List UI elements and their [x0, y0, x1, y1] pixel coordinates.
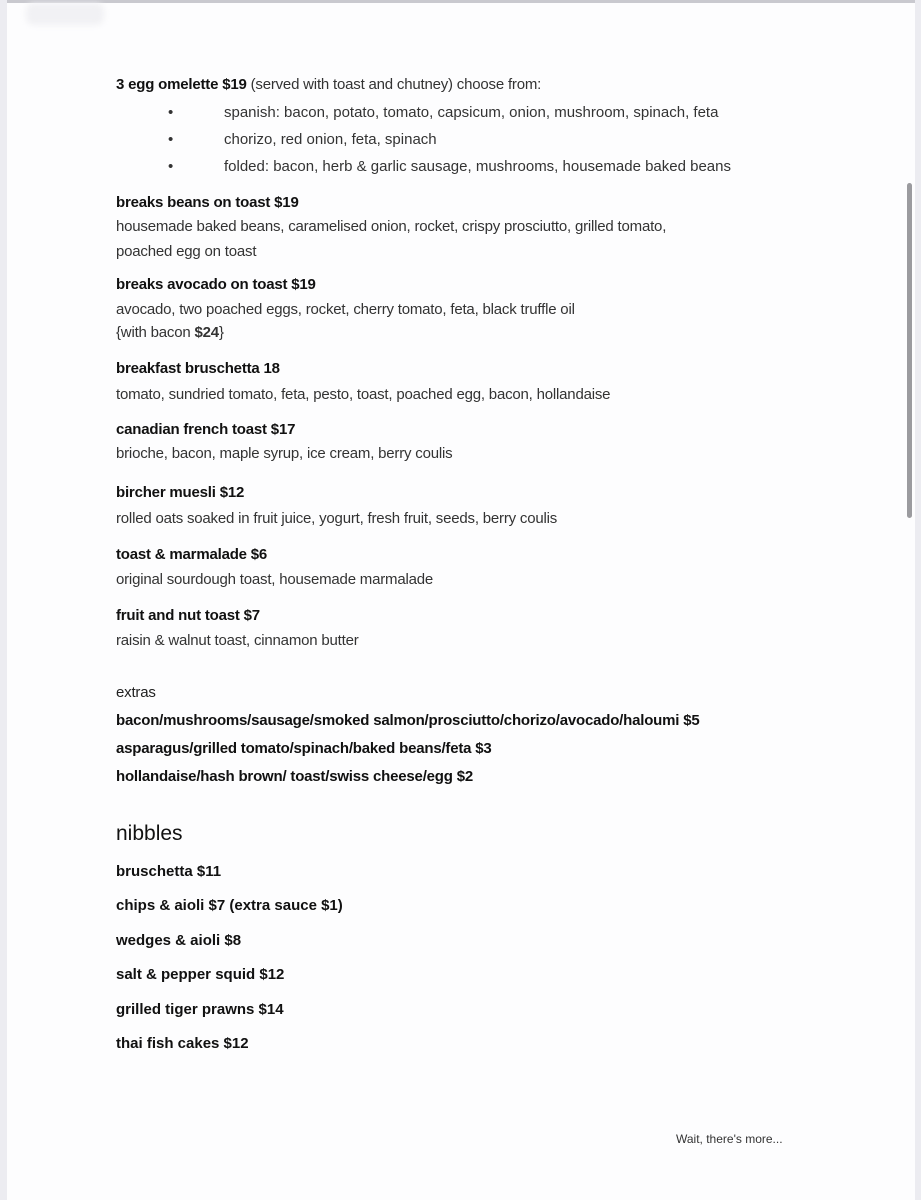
menu-item-desc: avocado, two poached eggs, rocket, cherry tomato, feta, black truffle oil	[116, 301, 575, 318]
menu-item-desc: tomato, sundried tomato, feta, pesto, toast, poached egg, bacon, hollandaise	[116, 386, 611, 403]
extras-heading: extras	[116, 684, 156, 701]
extra-price: $24	[194, 324, 219, 341]
bullet-icon: •	[168, 104, 174, 121]
blurred-header-remnant	[26, 3, 104, 25]
nibble-item: thai fish cakes $12	[116, 1035, 249, 1052]
menu-item-desc: original sourdough toast, housemade marmalade	[116, 571, 434, 588]
left-border	[0, 0, 7, 1200]
option-text: chorizo, red onion, feta, spinach	[224, 131, 437, 148]
menu-item-omelette	[116, 76, 541, 94]
menu-item-note: (served with toast and chutney) choose from:	[250, 76, 542, 93]
extras-line: asparagus/grilled tomato/spinach/baked beans/feta $3	[116, 740, 492, 757]
extras-line: hollandaise/hash brown/ toast/swiss cheese/egg $2	[116, 768, 473, 785]
option-text: spanish: bacon, potato, tomato, capsicum, onion, mushroom, spinach, feta	[224, 104, 719, 121]
scrollbar-thumb[interactable]	[907, 183, 912, 518]
bullet-icon: •	[168, 131, 174, 148]
menu-item-title: 3 egg omelette $19	[116, 76, 247, 93]
more-note: Wait, there's more...	[676, 1132, 783, 1146]
nibbles-heading: nibbles	[116, 822, 183, 845]
menu-item-title: toast & marmalade $6	[116, 546, 268, 563]
extra-suffix: }	[218, 324, 224, 341]
window-top-border	[0, 0, 921, 3]
omelette-option	[168, 158, 731, 176]
nibble-item: bruschetta $11	[116, 863, 222, 880]
extras-line: bacon/mushrooms/sausage/smoked salmon/prosciutto/chorizo/avocado/haloumi $5	[116, 712, 700, 729]
bullet-icon: •	[168, 158, 174, 175]
nibble-item: chips & aioli $7 (extra sauce $1)	[116, 897, 343, 914]
extra-prefix: {with bacon	[116, 324, 195, 341]
nibble-item: wedges & aioli $8	[116, 932, 242, 949]
menu-item-title: breakfast bruschetta 18	[116, 360, 280, 377]
menu-item-title: breaks beans on toast $19	[116, 194, 299, 211]
nibble-item: salt & pepper squid $12	[116, 966, 285, 983]
menu-item-desc: brioche, bacon, maple syrup, ice cream, berry coulis	[116, 445, 453, 462]
menu-item-title: canadian french toast $17	[116, 421, 296, 438]
menu-item-title: breaks avocado on toast $19	[116, 276, 316, 293]
omelette-option	[168, 104, 718, 122]
menu-item-desc: raisin & walnut toast, cinnamon butter	[116, 632, 359, 649]
nibble-item: grilled tiger prawns $14	[116, 1001, 284, 1018]
menu-item-desc: housemade baked beans, caramelised onion, rocket, crispy prosciutto, grilled tomato,	[116, 218, 667, 235]
omelette-option	[168, 131, 437, 149]
menu-item-desc: poached egg on toast	[116, 243, 257, 260]
menu-item-title: bircher muesli $12	[116, 484, 245, 501]
menu-item-extra	[116, 324, 224, 342]
menu-item-desc: rolled oats soaked in fruit juice, yogurt, fresh fruit, seeds, berry coulis	[116, 510, 558, 527]
option-text: folded: bacon, herb & garlic sausage, mushrooms, housemade baked beans	[224, 158, 731, 175]
right-border	[915, 0, 921, 1200]
menu-item-title: fruit and nut toast $7	[116, 607, 260, 624]
